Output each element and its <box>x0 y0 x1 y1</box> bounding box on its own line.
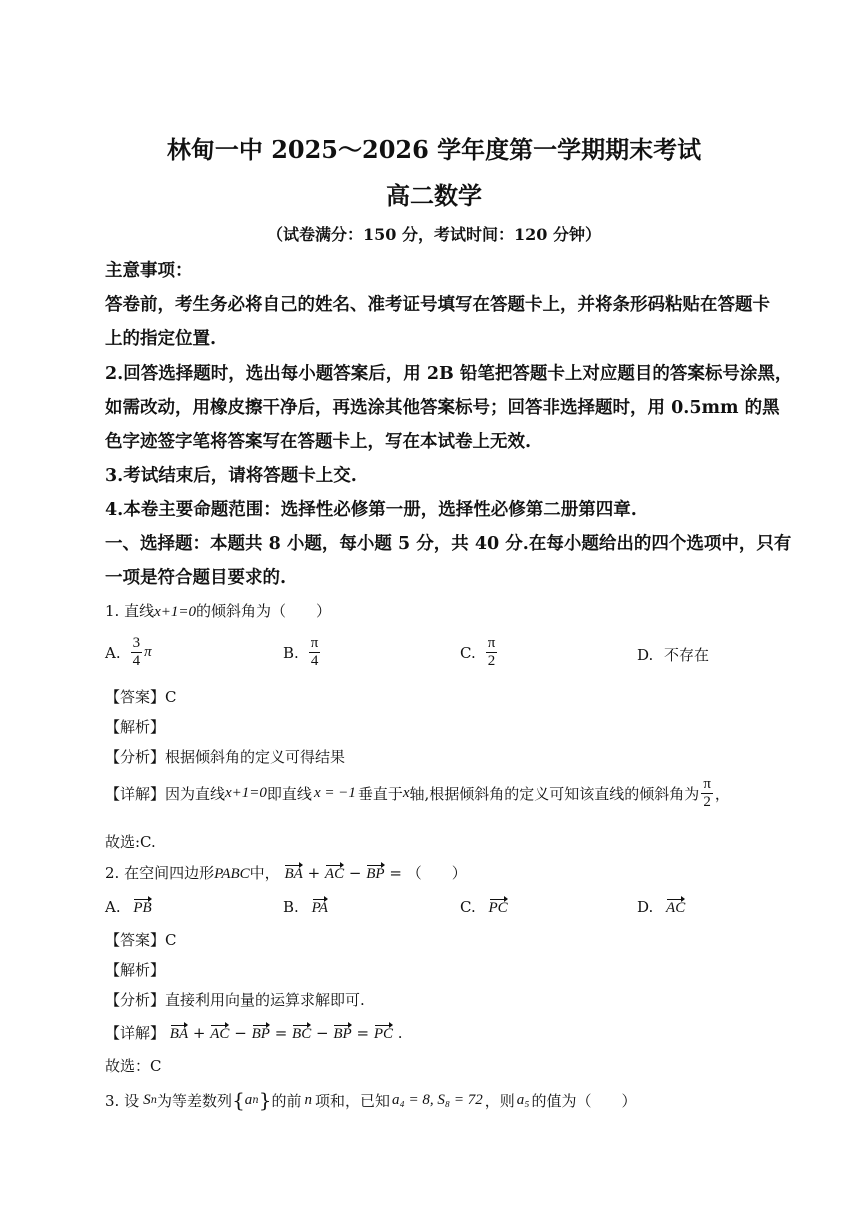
question-1 <box>105 600 331 621</box>
q1-detail-eq1: x+1=0 <box>225 785 267 801</box>
note-4: 4.本卷主要命题范围：选择性必修第一册，选择性必修第二册第四章. <box>105 500 637 520</box>
note-2-line-1: 2.回答选择题时，选出每小题答案后，用 2B 铅笔把答题卡上对应题目的答案标号涂黑， <box>105 364 793 384</box>
q2-detail-plus: + <box>192 1024 206 1042</box>
q2-prefix: 2. 在空间四边形 <box>105 864 215 882</box>
note-1-line-2: 上的指定位置. <box>105 329 217 349</box>
q1-detail-numerator: π <box>703 776 711 792</box>
q1-option-b-fraction <box>309 635 321 670</box>
q2-plus: + <box>307 864 321 882</box>
section-1-line-1: 一、选择题：本题共 8 小题，每小题 5 分，共 40 分.在每小题给出的四个选项中，只有 <box>105 534 792 554</box>
q1-answer: 【答案】C <box>105 688 177 706</box>
q3-mid4: ，则 <box>484 1091 515 1110</box>
notes-heading: 主意事项： <box>105 261 193 281</box>
q2-detail-vector-bp-2: BP <box>333 1026 352 1042</box>
note-3: 3.考试结束后，请将答题卡上交. <box>105 466 357 486</box>
q1-detail-end: ， <box>714 785 730 803</box>
q2-minus: − <box>348 864 362 882</box>
q3-s: S <box>143 1091 151 1108</box>
q1-option-a <box>105 635 152 670</box>
q1-option-a-label: A. <box>105 643 121 662</box>
q2-option-b <box>283 898 328 917</box>
q2-option-b-label: B. <box>283 898 299 916</box>
q2-vector-ac: AC <box>324 866 345 882</box>
q2-detail-vector-bc: BC <box>292 1026 312 1042</box>
q1-suffix: 的倾斜角为（ ） <box>196 602 332 620</box>
q1-detail-d: 轴,根据倾斜角的定义可知该直线的倾斜角为 <box>409 785 700 803</box>
q3-mid1: 为等差数列 <box>157 1091 233 1110</box>
q2-detail-vector-ba: BA <box>169 1026 189 1042</box>
q3-mid2: 的前 <box>271 1091 302 1110</box>
q2-detail-vector-pc: PC <box>373 1026 393 1042</box>
q2-option-a-vector: PB <box>133 900 152 916</box>
q1-option-b-label: B. <box>283 643 299 662</box>
q1-detail-eq2: x = −1 <box>313 785 356 801</box>
q2-detail-vector-bp: BP <box>251 1026 270 1042</box>
q2-vector-ba: BA <box>284 866 303 882</box>
q1-equation: x+1=0 <box>154 604 196 620</box>
q1-conclusion: 故选:C. <box>105 833 156 851</box>
q1-prefix: 1. 直线 <box>105 602 155 620</box>
q1-option-d-label: D. <box>637 646 654 664</box>
q2-detail-vector-ac: AC <box>210 1026 230 1042</box>
q1-detail-denominator: 2 <box>703 794 711 810</box>
q1-option-c <box>460 635 499 670</box>
q1-detail-x: x <box>402 785 410 801</box>
q1-option-a-numerator: 3 <box>132 635 141 651</box>
q2-option-d-vector: AC <box>666 900 686 916</box>
note-2-line-2: 如需改动，用橡皮擦干净后，再选涂其他答案标号；回答非选择题时，用 0.5mm 的黑 <box>105 398 780 418</box>
q2-suffix: （ ） <box>406 864 467 882</box>
q2-option-d <box>637 898 685 917</box>
q2-mid: 中， <box>249 864 280 882</box>
q1-option-d-text: 不存在 <box>664 646 710 664</box>
q1-option-a-denominator: 4 <box>132 653 141 669</box>
q1-detail-fraction <box>701 776 713 811</box>
q2-option-b-vector: PA <box>311 900 328 916</box>
q2-detail-equals-2: = <box>356 1024 370 1042</box>
q1-option-a-pi: π <box>144 644 152 660</box>
question-2 <box>105 862 467 883</box>
q1-option-c-numerator: π <box>487 635 496 651</box>
q1-detail <box>105 776 730 811</box>
q2-equals: = <box>389 864 402 882</box>
q3-suffix: 的值为（ ） <box>531 1091 637 1110</box>
q3-s-subscript: n <box>150 1094 158 1106</box>
q1-option-b <box>283 635 322 670</box>
subject-title: 高二数学 <box>386 181 482 210</box>
q2-conclusion: 故选：C <box>105 1057 162 1075</box>
q2-detail-minus-2: − <box>316 1024 329 1042</box>
q1-fenxi: 【分析】根据倾斜角的定义可得结果 <box>105 748 346 766</box>
q3-a5: a₅ <box>516 1091 530 1108</box>
q2-option-d-label: D. <box>637 898 654 916</box>
note-1-line-1: 答卷前，考生务必将自己的姓名、准考证号填写在答题卡上，并将条形码粘贴在答题卡 <box>105 295 770 315</box>
q1-detail-b: 即直线 <box>266 785 312 803</box>
q2-option-c <box>460 898 508 917</box>
q2-detail-label: 【详解】 <box>105 1024 166 1042</box>
q3-left-brace: { <box>232 1088 245 1112</box>
exam-info: （试卷满分：150 分，考试时间：120 分钟） <box>267 225 601 244</box>
exam-title: 林甸一中 2025～2026 学年度第一学期期末考试 <box>166 135 702 164</box>
q1-detail-a: 【详解】因为直线 <box>105 785 226 803</box>
q3-right-brace: } <box>258 1088 272 1112</box>
note-2-line-3: 色字迹签字笔将答案写在答题卡上，写在本试卷上无效. <box>105 432 532 452</box>
q1-option-c-label: C. <box>460 643 476 662</box>
section-1-line-2: 一项是符合题目要求的. <box>105 568 287 588</box>
q3-condition: a₄ = 8, S₈ = 72 <box>392 1091 483 1108</box>
q3-a-subscript: n <box>252 1094 259 1106</box>
q3-mid3: 项和，已知 <box>315 1091 391 1110</box>
q2-pabc: PABC <box>214 866 250 882</box>
q2-option-c-vector: PC <box>488 900 508 916</box>
q2-option-a-label: A. <box>105 898 121 916</box>
q2-detail-minus: − <box>234 1024 247 1042</box>
q2-option-c-label: C. <box>460 898 476 916</box>
q2-detail <box>105 1022 403 1043</box>
q1-option-a-fraction <box>131 635 143 670</box>
q3-prefix: 3. 设 <box>105 1091 140 1110</box>
q2-fenxi: 【分析】直接利用向量的运算求解即可. <box>105 991 365 1009</box>
q2-detail-dot: . <box>397 1024 403 1042</box>
q2-answer: 【答案】C <box>105 931 177 949</box>
q2-vector-bp: BP <box>366 866 385 882</box>
question-3 <box>105 1088 636 1112</box>
q1-analysis: 【解析】 <box>105 718 166 736</box>
q2-analysis: 【解析】 <box>105 961 166 979</box>
q1-option-c-denominator: 2 <box>487 653 496 669</box>
q1-option-c-fraction <box>486 635 498 670</box>
q3-a: a <box>244 1091 253 1108</box>
q3-n: n <box>304 1091 312 1108</box>
q1-option-b-denominator: 4 <box>310 653 319 669</box>
q2-detail-equals-1: = <box>274 1024 288 1042</box>
q1-detail-c: 垂直于 <box>357 785 403 803</box>
q1-option-b-numerator: π <box>310 635 319 651</box>
q1-option-d <box>637 644 709 665</box>
q2-option-a <box>105 898 152 917</box>
